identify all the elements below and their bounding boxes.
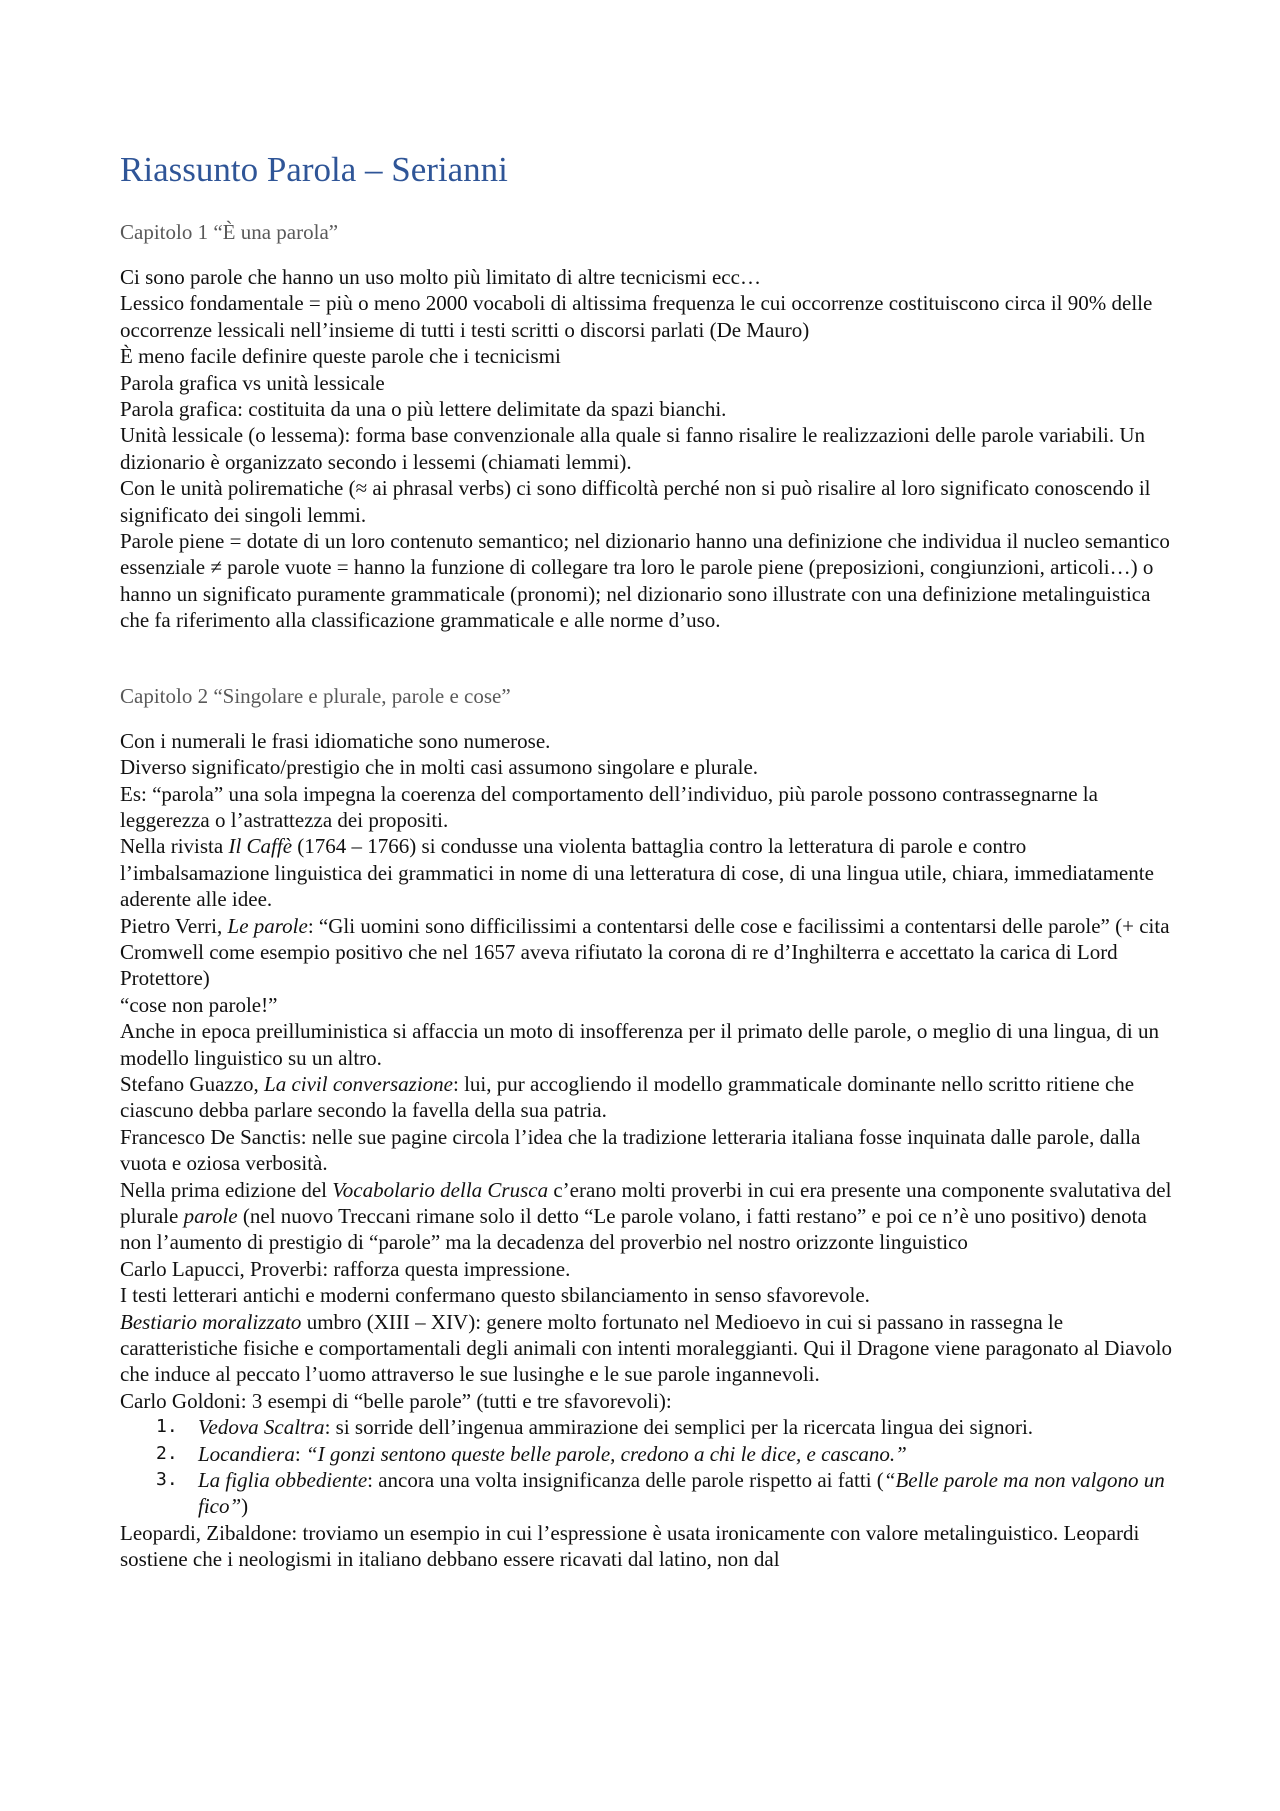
paragraph-crusca	[120, 1177, 1180, 1256]
chapter-2-body	[120, 728, 1180, 1573]
text-run: Stefano Guazzo,	[120, 1071, 265, 1096]
paragraph: Lessico fondamentale = più o meno 2000 vocaboli di altissima frequenza le cui occorrenze costituiscono circa il 90% delle occorrenze lessicali nell’insieme di tutti i testi scritti o discorsi parlati (De Mauro)	[120, 291, 1153, 342]
paragraph-il-caffe	[120, 833, 1180, 912]
paragraph: Parola grafica vs unità lessicale	[120, 370, 385, 395]
quote: “Belle parole ma non valgono un fico”	[198, 1468, 1165, 1519]
text-run: Pietro Verri,	[120, 913, 228, 938]
paragraph: Parole piene = dotate di un loro contenuto semantico; nel dizionario hanno una definizione che individua il nucleo semantico essenziale ≠ parole vuote = hanno la funzione di collegare tra loro le parole piene (preposizioni, congiunzioni, articoli…) o hanno un significato puramente grammaticale (pronomi); nel dizionario sono illustrate con una definizione metalinguistica che fa riferimento alla classificazione grammaticale e alle norme d’uso.	[120, 529, 1170, 633]
work-title: Vocabolario della Crusca	[332, 1177, 549, 1202]
work-title: La figlia obbediente	[198, 1468, 368, 1493]
chapter-2-heading: Capitolo 2 “Singolare e plurale, parole e cose”	[120, 683, 511, 708]
paragraph: Carlo Goldoni: 3 esempi di “belle parole” (tutti e tre sfavorevoli):	[120, 1388, 672, 1413]
paragraph-guazzo	[120, 1071, 1180, 1124]
paragraph: Con i numerali le frasi idiomatiche sono numerose.	[120, 728, 551, 753]
list-item	[156, 1441, 1180, 1467]
list-number: 3.	[156, 1469, 178, 1491]
chapter-1-heading: Capitolo 1 “È una parola”	[120, 220, 339, 244]
paragraph: Con le unità polirematiche (≈ ai phrasal verbs) ci sono difficoltà perché non si può risalire al loro significato conoscendo il significato dei singoli lemmi.	[120, 476, 1151, 527]
text-run: (1764 – 1766) si condusse una violenta battaglia contro la letteratura di parole e contro l’imbalsamazione linguistica dei grammatici in nome di una letteratura di cose, di una lingua utile, chiara, immediatamente aderente alle idee.	[120, 834, 1154, 912]
paragraph: Carlo Lapucci, Proverbi: rafforza questa impressione.	[120, 1256, 571, 1281]
work-title: Le parole	[227, 913, 308, 938]
paragraph: Ci sono parole che hanno un uso molto più limitato di altre tecnicismi ecc…	[120, 265, 761, 289]
list-item	[156, 1467, 1180, 1520]
paragraph-verri	[120, 913, 1180, 992]
text-run: :	[294, 1441, 306, 1466]
paragraph: Leopardi, Zibaldone: troviamo un esempio in cui l’espressione è usata ironicamente con valore metalinguistico. Leopardi sostiene che i neologismi in italiano debbano essere ricavati dal latino, non dal	[120, 1520, 1140, 1572]
text-run: : “Gli uomini sono difficilissimi a contentarsi delle cose e facilissimi a contentarsi delle parole” (+ cita Cromwell come esempio positivo che nel 1657 aveva rifiutato la corona di re d’Inghilterra e accettato la carica di Lord Protettore)	[120, 913, 1170, 991]
list-number: 1.	[156, 1416, 178, 1438]
chapter-1-body	[120, 264, 1180, 634]
text-run: umbro (XIII – XIV): genere molto fortunato nel Medioevo in cui si passano in rassegna le caratteristiche fisiche e comportamentali degli animali con intenti moraleggianti. Qui il Dragone viene paragonato al Diavolo che induce al peccato l’uomo attraverso le sue lusinghe e le sue parole ingannevoli.	[120, 1309, 1172, 1387]
text-run: : lui, pur accogliendo il modello grammaticale dominante nello scritto ritiene che ciascuno debba parlare secondo la favella della sua patria.	[120, 1071, 1135, 1123]
list-item	[156, 1414, 1180, 1440]
paragraph: Anche in epoca preilluministica si affaccia un moto di insofferenza per il primato delle parole, o meglio di una lingua, di un modello linguistico su un altro.	[120, 1019, 1159, 1070]
text-run: : si sorride dell’ingenua ammirazione dei semplici per la ricercata lingua dei signori.	[324, 1415, 1034, 1440]
italic-term: parole	[183, 1204, 238, 1228]
work-title: Il Caffè	[228, 834, 293, 859]
paragraph: “cose non parole!”	[120, 992, 278, 1017]
text-run: )	[241, 1494, 249, 1519]
work-title: La civil conversazione	[264, 1071, 453, 1096]
text-run: Nella rivista	[120, 834, 229, 859]
paragraph: Diverso significato/prestigio che in molti casi assumono singolare e plurale.	[120, 755, 759, 780]
paragraph: Unità lessicale (o lessema): forma base convenzionale alla quale si fanno risalire le realizzazioni delle parole variabili. Un dizionario è organizzato secondo i lessemi (chiamati lemmi).	[120, 423, 1146, 474]
text-run: (nel nuovo Treccani rimane solo il detto “Le parole volano, i fatti restano” e poi ce n’è uno positivo) denota non l’aumento di prestigio di “parole” ma la decadenza del proverbio nel nostro orizzonte linguistico	[120, 1204, 1147, 1255]
text-run: : ancora una volta insignificanza delle parole rispetto ai fatti (	[367, 1468, 884, 1493]
quote: “I gonzi sentono queste belle parole, credono a chi le dice, e cascano.”	[305, 1441, 907, 1466]
list-number: 2.	[156, 1442, 178, 1464]
document-title: Riassunto Parola – Serianni	[120, 150, 508, 189]
text-run: Nella prima edizione del	[120, 1177, 333, 1202]
paragraph: Es: “parola” una sola impegna la coerenza del comportamento dell’individuo, più parole possono contrassegnarne la leggerezza o l’astrattezza dei propositi.	[120, 781, 1098, 832]
paragraph: Francesco De Sanctis: nelle sue pagine circola l’idea che la tradizione letteraria italiana fosse inquinata dalle parole, dalla vuota e oziosa verbosità.	[120, 1124, 1141, 1176]
paragraph-bestiario	[120, 1309, 1180, 1388]
text-run: c’erano molti proverbi in cui era presente una componente svalutativa del plurale	[120, 1177, 1172, 1228]
goldoni-examples-list	[120, 1414, 1180, 1520]
work-title: Bestiario moralizzato	[120, 1309, 302, 1334]
paragraph: I testi letterari antichi e moderni confermano questo sbilanciamento in senso sfavorevole.	[120, 1283, 870, 1308]
paragraph: Parola grafica: costituita da una o più lettere delimitate da spazi bianchi.	[120, 397, 727, 422]
paragraph: È meno facile definire queste parole che i tecnicismi	[120, 344, 561, 369]
work-title: Vedova Scaltra	[198, 1415, 325, 1440]
work-title: Locandiera	[198, 1441, 295, 1466]
